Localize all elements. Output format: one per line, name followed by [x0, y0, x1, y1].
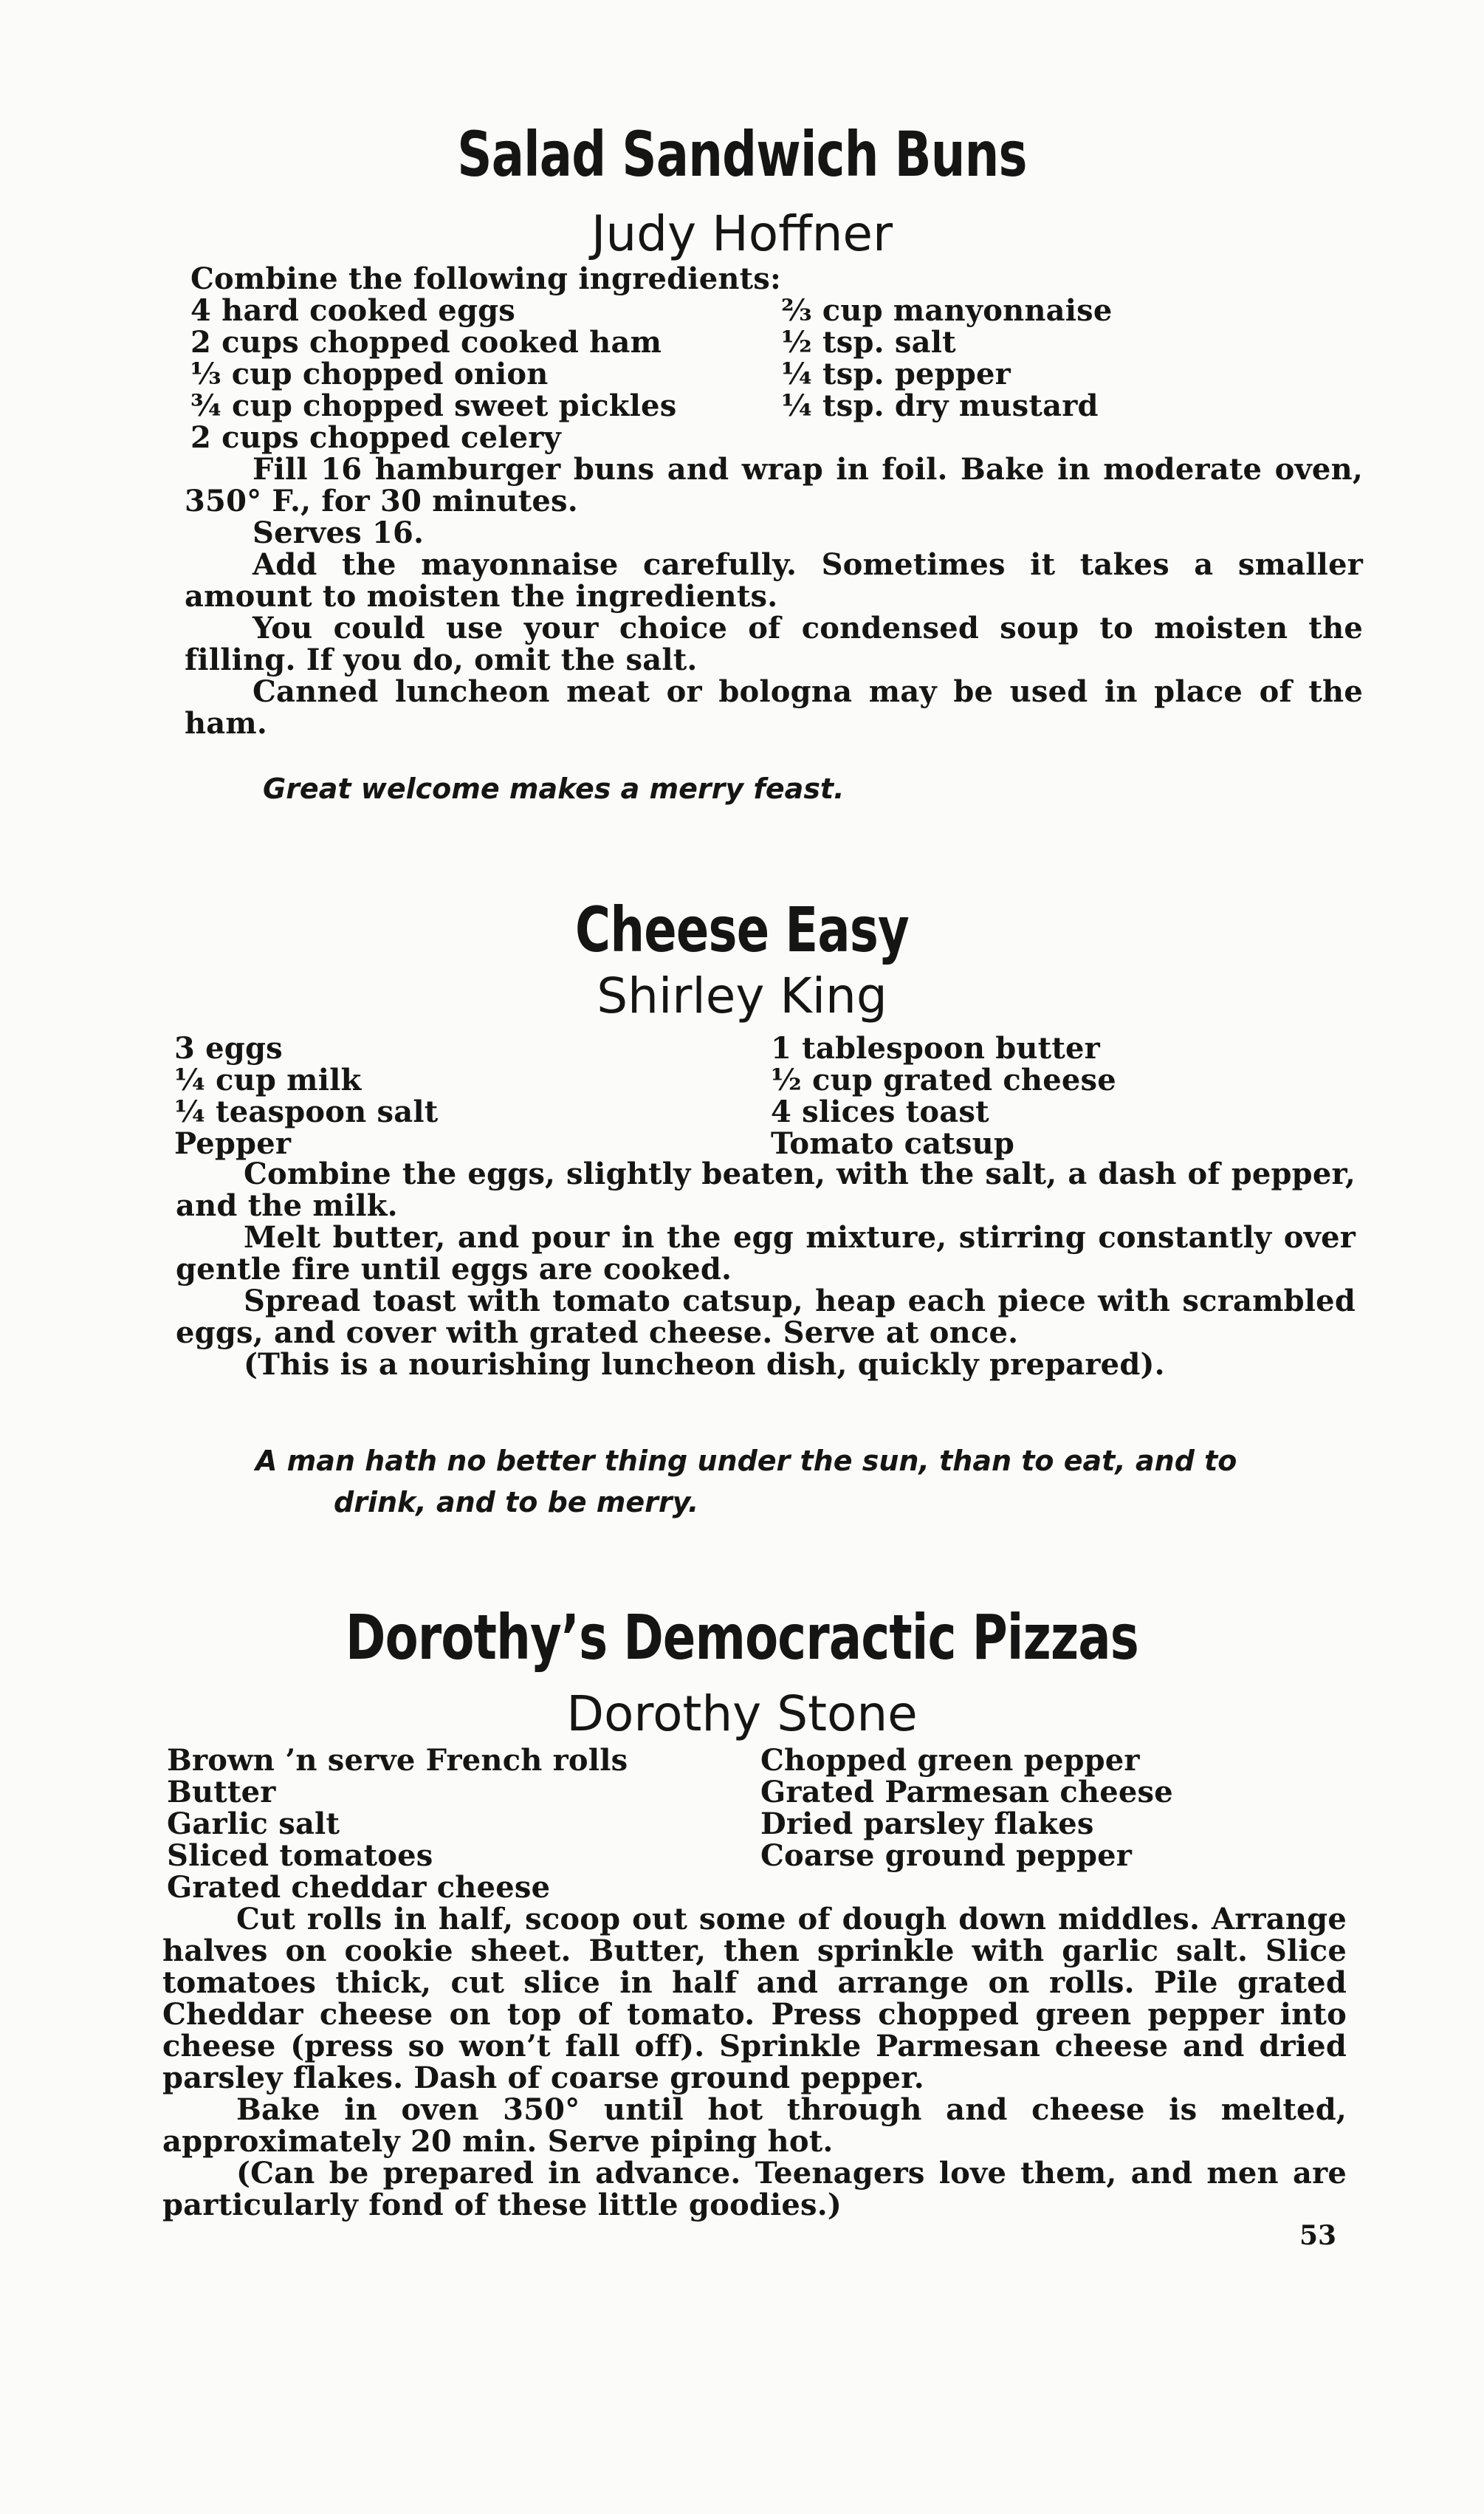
ingredient: Dried parsley flakes [760, 1806, 1094, 1841]
ingredients-right [781, 295, 1113, 422]
direction-paragraph: Melt butter, and pour in the egg mixture, stirring constantly over gentle fire until eggs are cooked. [176, 1220, 1356, 1287]
ingredient: 2 cups chopped cooked ham [190, 325, 662, 360]
recipe-directions [176, 1158, 1356, 1380]
ingredient: Grated cheddar cheese [167, 1870, 551, 1905]
ingredient: Butter [167, 1775, 276, 1809]
page-number: 53 [1299, 2220, 1337, 2251]
direction-paragraph: Combine the eggs, slightly beaten, with the salt, a dash of pepper, and the milk. [176, 1157, 1356, 1223]
direction-paragraph: (Can be prepared in advance. Teenagers love them, and men are particularly fond of these little goodies.) [162, 2156, 1347, 2222]
direction-paragraph: Cut rolls in half, scoop out some of dough down middles. Arrange halves on cookie sheet. Butter, then sprinkle with garlic salt. Slice tomatoes thick, cut slice in half and arrange on rolls. Pile grated Cheddar cheese on top of tomato. Press chopped green pepper into cheese (press so won’t fall off). Sprinkle Parmesan cheese and dried parsley flakes. Dash of coarse ground pepper. [162, 1902, 1347, 2095]
ingredient: Tomato catsup [771, 1126, 1015, 1161]
ingredient: Sliced tomatoes [167, 1838, 433, 1873]
ingredient: 3 eggs [174, 1031, 283, 1066]
ingredient: ¼ tsp. pepper [781, 357, 1011, 391]
recipe-quote: A man hath no better thing under the sun, than to eat, and to [255, 1445, 1237, 1477]
ingredients-right [771, 1032, 1116, 1160]
ingredient: 2 cups chopped celery [190, 420, 561, 455]
direction-paragraph: Serves 16. [253, 516, 425, 550]
recipe-intro: Combine the following ingredients: [190, 261, 781, 296]
recipe-directions [162, 1903, 1347, 2221]
recipe-author: Dorothy Stone [566, 1685, 918, 1742]
direction-paragraph: Canned luncheon meat or bologna may be used in place of the ham. [185, 674, 1363, 741]
ingredient: ⅓ cup chopped onion [190, 357, 549, 391]
ingredient: ¼ tsp. dry mustard [781, 388, 1099, 423]
ingredient: ¾ cup chopped sweet pickles [190, 388, 677, 423]
recipe-author: Shirley King [597, 967, 887, 1024]
direction-paragraph: Spread toast with tomato catsup, heap each piece with scrambled eggs, and cover with grated cheese. Serve at once. [176, 1284, 1356, 1350]
ingredient: ½ cup grated cheese [771, 1063, 1116, 1097]
direction-paragraph: (This is a nourishing luncheon dish, quickly prepared). [244, 1347, 1165, 1382]
recipe-author: Judy Hoffner [591, 205, 893, 262]
ingredients-right [760, 1744, 1173, 1871]
ingredient: 1 tablespoon butter [771, 1031, 1100, 1066]
recipe-title: Dorothy’s Democractic Pizzas [346, 1601, 1138, 1674]
direction-paragraph: You could use your choice of condensed soup to moisten the filling. If you do, omit the salt. [185, 611, 1363, 677]
ingredient: ⅔ cup manyonnaise [781, 293, 1113, 328]
ingredient: ½ tsp. salt [781, 325, 956, 360]
recipe-quote: Great welcome makes a merry feast. [263, 773, 845, 805]
ingredient: 4 slices toast [771, 1095, 989, 1129]
ingredients-left [167, 1744, 628, 1903]
ingredient: 4 hard cooked eggs [190, 293, 516, 328]
recipe-directions [185, 453, 1363, 739]
direction-paragraph: Bake in oven 350° until hot through and cheese is melted, approximately 20 min. Serve piping hot. [162, 2092, 1347, 2159]
recipe-quote: drink, and to be merry. [334, 1486, 699, 1518]
direction-paragraph: Add the mayonnaise carefully. Sometimes it takes a smaller amount to moisten the ingredients. [185, 547, 1363, 614]
ingredient: ¼ teaspoon salt [174, 1095, 439, 1129]
recipe-title: Cheese Easy [575, 894, 909, 966]
ingredient: ¼ cup milk [174, 1063, 362, 1097]
ingredient: Brown ’n serve French rolls [167, 1743, 628, 1778]
ingredient: Grated Parmesan cheese [760, 1775, 1173, 1809]
ingredient: Pepper [174, 1126, 292, 1161]
recipe-title: Salad Sandwich Buns [457, 118, 1027, 191]
ingredients-left [190, 295, 676, 453]
ingredient: Garlic salt [167, 1806, 340, 1841]
direction-paragraph: Fill 16 hamburger buns and wrap in foil. Bake in moderate oven, 350° F., for 30 minutes. [185, 452, 1363, 518]
ingredients-left [174, 1032, 438, 1160]
ingredient: Coarse ground pepper [760, 1838, 1133, 1873]
ingredient: Chopped green pepper [760, 1743, 1140, 1778]
